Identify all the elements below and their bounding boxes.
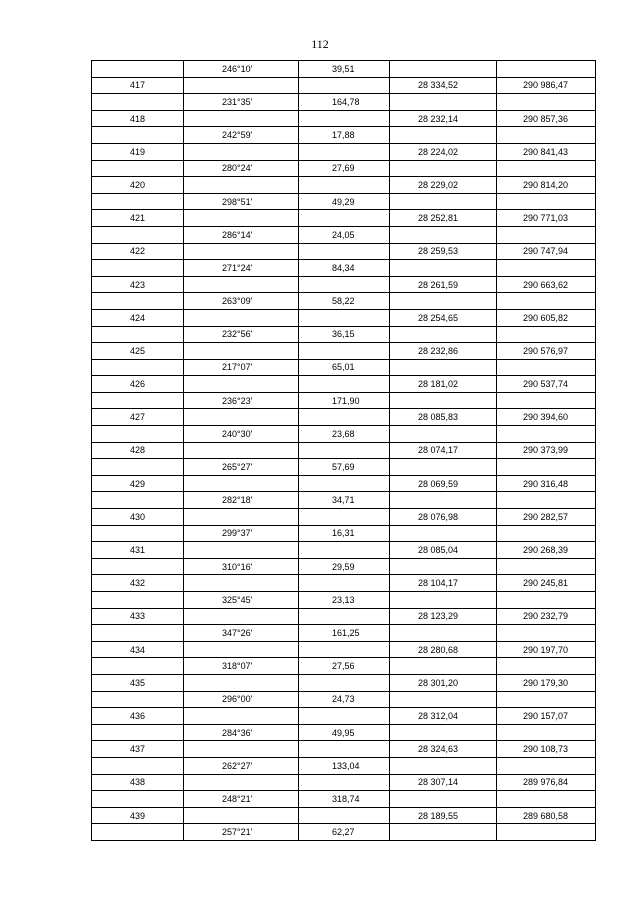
point-row xyxy=(92,774,595,791)
segment-row xyxy=(92,491,595,508)
point-id-cell: 436 xyxy=(92,708,184,724)
distance-cell: 84,34 xyxy=(299,260,390,276)
x-coordinate-cell: 28 123,29 xyxy=(390,609,497,625)
direction-angle-cell xyxy=(184,708,299,724)
direction-angle-cell: 236°23' xyxy=(184,393,299,409)
point-row xyxy=(92,276,595,293)
direction-angle-cell: 246°10' xyxy=(184,61,299,77)
y-coordinate-cell: 290 841,43 xyxy=(522,146,568,157)
segment-row xyxy=(92,392,595,409)
distance-cell: 27,69 xyxy=(299,161,390,177)
point-id-cell xyxy=(92,393,184,409)
point-id-cell xyxy=(92,260,184,276)
y-coordinate-cell xyxy=(497,327,595,343)
point-id-cell: 425 xyxy=(92,343,184,359)
segment-row xyxy=(92,126,595,143)
distance-cell xyxy=(299,642,390,658)
distance-cell: 23,13 xyxy=(299,592,390,608)
segment-row xyxy=(92,425,595,442)
y-coordinate-cell: 290 605,82 xyxy=(522,312,568,323)
direction-angle-cell xyxy=(184,111,299,127)
point-row xyxy=(92,342,595,359)
point-id-cell xyxy=(92,824,184,840)
direction-angle-cell xyxy=(184,741,299,757)
y-coordinate-cell: 289 976,84 xyxy=(522,777,568,788)
direction-angle-cell: 240°30' xyxy=(184,426,299,442)
segment-row xyxy=(92,691,595,708)
point-id-cell xyxy=(92,127,184,143)
direction-angle-cell: 325°45' xyxy=(184,592,299,608)
distance-cell: 58,22 xyxy=(299,293,390,309)
distance-cell xyxy=(299,775,390,791)
point-id-cell xyxy=(92,592,184,608)
direction-angle-cell: 257°21' xyxy=(184,824,299,840)
distance-cell: 133,04 xyxy=(299,758,390,774)
point-row xyxy=(92,442,595,459)
y-coordinate-cell xyxy=(497,824,595,840)
y-coordinate-cell xyxy=(497,293,595,309)
y-coordinate-cell: 290 771,03 xyxy=(522,213,568,224)
y-coordinate-cell xyxy=(497,161,595,177)
segment-row xyxy=(92,60,595,77)
direction-angle-cell xyxy=(184,642,299,658)
distance-cell: 57,69 xyxy=(299,459,390,475)
point-id-cell: 426 xyxy=(92,376,184,392)
distance-cell xyxy=(299,708,390,724)
x-coordinate-cell xyxy=(390,526,497,542)
distance-cell xyxy=(299,575,390,591)
distance-cell: 36,15 xyxy=(299,327,390,343)
segment-row xyxy=(92,458,595,475)
y-coordinate-cell: 290 576,97 xyxy=(522,345,568,356)
x-coordinate-cell xyxy=(390,260,497,276)
x-coordinate-cell: 28 307,14 xyxy=(390,775,497,791)
point-id-cell: 422 xyxy=(92,244,184,260)
direction-angle-cell: 299°37' xyxy=(184,526,299,542)
point-row xyxy=(92,375,595,392)
direction-angle-cell: 217°07' xyxy=(184,360,299,376)
x-coordinate-cell: 28 280,68 xyxy=(390,642,497,658)
point-id-cell xyxy=(92,194,184,210)
distance-cell xyxy=(299,409,390,425)
distance-cell: 318,74 xyxy=(299,791,390,807)
point-id-cell xyxy=(92,293,184,309)
point-id-cell: 424 xyxy=(92,310,184,326)
point-row xyxy=(92,508,595,525)
x-coordinate-cell xyxy=(390,791,497,807)
direction-angle-cell xyxy=(184,78,299,94)
direction-angle-cell xyxy=(184,675,299,691)
point-id-cell: 420 xyxy=(92,177,184,193)
direction-angle-cell: 318°07' xyxy=(184,658,299,674)
y-coordinate-cell xyxy=(497,227,595,243)
y-coordinate-cell: 290 232,79 xyxy=(522,611,568,622)
page-number: 112 xyxy=(311,37,329,51)
x-coordinate-cell: 28 252,81 xyxy=(390,210,497,226)
direction-angle-cell: 263°09' xyxy=(184,293,299,309)
direction-angle-cell: 248°21' xyxy=(184,791,299,807)
direction-angle-cell xyxy=(184,210,299,226)
segment-row xyxy=(92,525,595,542)
segment-row xyxy=(92,359,595,376)
x-coordinate-cell xyxy=(390,592,497,608)
direction-angle-cell: 296°00' xyxy=(184,692,299,708)
distance-cell xyxy=(299,542,390,558)
point-row xyxy=(92,707,595,724)
point-row xyxy=(92,209,595,226)
point-row xyxy=(92,110,595,127)
distance-cell: 39,51 xyxy=(299,61,390,77)
point-id-cell: 429 xyxy=(92,476,184,492)
distance-cell xyxy=(299,343,390,359)
point-id-cell xyxy=(92,658,184,674)
distance-cell: 27,56 xyxy=(299,658,390,674)
direction-angle-cell xyxy=(184,277,299,293)
point-id-cell: 438 xyxy=(92,775,184,791)
x-coordinate-cell xyxy=(390,426,497,442)
y-coordinate-cell xyxy=(497,492,595,508)
point-id-cell: 421 xyxy=(92,210,184,226)
y-coordinate-cell xyxy=(497,94,595,110)
distance-cell: 164,78 xyxy=(299,94,390,110)
direction-angle-cell: 298°51' xyxy=(184,194,299,210)
y-coordinate-cell: 290 245,81 xyxy=(522,578,568,589)
point-id-cell: 418 xyxy=(92,111,184,127)
point-id-cell: 419 xyxy=(92,144,184,160)
y-coordinate-cell: 290 986,47 xyxy=(522,80,568,91)
point-row xyxy=(92,674,595,691)
point-row xyxy=(92,807,595,824)
point-id-cell xyxy=(92,426,184,442)
point-id-cell xyxy=(92,161,184,177)
y-coordinate-cell: 290 179,30 xyxy=(522,677,568,688)
y-coordinate-cell: 290 316,48 xyxy=(522,478,568,489)
segment-row xyxy=(92,724,595,741)
segment-row xyxy=(92,757,595,774)
x-coordinate-cell: 28 259,53 xyxy=(390,244,497,260)
direction-angle-cell xyxy=(184,443,299,459)
x-coordinate-cell: 28 324,63 xyxy=(390,741,497,757)
point-row xyxy=(92,309,595,326)
x-coordinate-cell: 28 104,17 xyxy=(390,575,497,591)
point-row xyxy=(92,143,595,160)
point-row xyxy=(92,475,595,492)
point-id-cell: 431 xyxy=(92,542,184,558)
x-coordinate-cell: 28 069,59 xyxy=(390,476,497,492)
distance-cell: 24,73 xyxy=(299,692,390,708)
y-coordinate-cell: 290 197,70 xyxy=(522,644,568,655)
x-coordinate-cell xyxy=(390,327,497,343)
direction-angle-cell xyxy=(184,609,299,625)
direction-angle-cell: 284°36' xyxy=(184,725,299,741)
direction-angle-cell: 310°16' xyxy=(184,559,299,575)
point-row xyxy=(92,740,595,757)
distance-cell xyxy=(299,376,390,392)
y-coordinate-cell xyxy=(497,758,595,774)
point-id-cell xyxy=(92,625,184,641)
direction-angle-cell: 231°35' xyxy=(184,94,299,110)
direction-angle-cell xyxy=(184,476,299,492)
direction-angle-cell xyxy=(184,409,299,425)
x-coordinate-cell xyxy=(390,94,497,110)
x-coordinate-cell xyxy=(390,459,497,475)
y-coordinate-cell xyxy=(497,791,595,807)
x-coordinate-cell: 28 261,59 xyxy=(390,277,497,293)
x-coordinate-cell xyxy=(390,194,497,210)
x-coordinate-cell xyxy=(390,127,497,143)
distance-cell xyxy=(299,609,390,625)
x-coordinate-cell: 28 189,55 xyxy=(390,808,497,824)
point-id-cell: 432 xyxy=(92,575,184,591)
point-id-cell: 417 xyxy=(92,78,184,94)
direction-angle-cell: 347°26' xyxy=(184,625,299,641)
distance-cell xyxy=(299,443,390,459)
point-row xyxy=(92,641,595,658)
distance-cell xyxy=(299,144,390,160)
point-id-cell: 433 xyxy=(92,609,184,625)
x-coordinate-cell: 28 254,65 xyxy=(390,310,497,326)
distance-cell xyxy=(299,509,390,525)
point-id-cell: 427 xyxy=(92,409,184,425)
point-id-cell: 434 xyxy=(92,642,184,658)
point-row xyxy=(92,574,595,591)
segment-row xyxy=(92,790,595,807)
x-coordinate-cell xyxy=(390,758,497,774)
point-id-cell: 437 xyxy=(92,741,184,757)
x-coordinate-cell: 28 229,02 xyxy=(390,177,497,193)
y-coordinate-cell xyxy=(497,194,595,210)
direction-angle-cell: 286°14' xyxy=(184,227,299,243)
y-coordinate-cell xyxy=(497,360,595,376)
segment-row xyxy=(92,193,595,210)
segment-row xyxy=(92,591,595,608)
x-coordinate-cell xyxy=(390,227,497,243)
point-id-cell: 430 xyxy=(92,509,184,525)
point-row xyxy=(92,608,595,625)
direction-angle-cell: 265°27' xyxy=(184,459,299,475)
y-coordinate-cell: 290 394,60 xyxy=(522,412,568,423)
distance-cell xyxy=(299,675,390,691)
direction-angle-cell xyxy=(184,775,299,791)
distance-cell: 17,88 xyxy=(299,127,390,143)
direction-angle-cell xyxy=(184,177,299,193)
y-coordinate-cell: 290 373,99 xyxy=(522,445,568,456)
point-id-cell xyxy=(92,459,184,475)
x-coordinate-cell: 28 076,98 xyxy=(390,509,497,525)
distance-cell xyxy=(299,244,390,260)
direction-angle-cell xyxy=(184,542,299,558)
direction-angle-cell xyxy=(184,144,299,160)
y-coordinate-cell xyxy=(497,625,595,641)
segment-row xyxy=(92,823,595,840)
x-coordinate-cell xyxy=(390,725,497,741)
point-row xyxy=(92,243,595,260)
segment-row xyxy=(92,624,595,641)
y-coordinate-cell xyxy=(497,393,595,409)
segment-row xyxy=(92,93,595,110)
x-coordinate-cell xyxy=(390,559,497,575)
distance-cell: 24,05 xyxy=(299,227,390,243)
point-id-cell xyxy=(92,227,184,243)
x-coordinate-cell xyxy=(390,658,497,674)
direction-angle-cell xyxy=(184,575,299,591)
direction-angle-cell: 280°24' xyxy=(184,161,299,177)
coordinates-table xyxy=(91,60,596,841)
y-coordinate-cell: 290 157,07 xyxy=(522,710,568,721)
distance-cell xyxy=(299,808,390,824)
distance-cell: 16,31 xyxy=(299,526,390,542)
segment-row xyxy=(92,160,595,177)
segment-row xyxy=(92,226,595,243)
y-coordinate-cell xyxy=(497,725,595,741)
segment-row xyxy=(92,657,595,674)
y-coordinate-cell xyxy=(497,61,595,77)
x-coordinate-cell xyxy=(390,492,497,508)
distance-cell xyxy=(299,277,390,293)
distance-cell xyxy=(299,177,390,193)
distance-cell xyxy=(299,210,390,226)
y-coordinate-cell xyxy=(497,658,595,674)
y-coordinate-cell: 289 680,58 xyxy=(522,810,568,821)
y-coordinate-cell: 290 857,36 xyxy=(522,113,568,124)
x-coordinate-cell xyxy=(390,161,497,177)
point-id-cell: 435 xyxy=(92,675,184,691)
direction-angle-cell: 282°18' xyxy=(184,492,299,508)
x-coordinate-cell: 28 181,02 xyxy=(390,376,497,392)
y-coordinate-cell: 290 108,73 xyxy=(522,744,568,755)
point-row xyxy=(92,541,595,558)
x-coordinate-cell: 28 312,04 xyxy=(390,708,497,724)
distance-cell: 49,95 xyxy=(299,725,390,741)
point-id-cell xyxy=(92,791,184,807)
point-id-cell: 439 xyxy=(92,808,184,824)
direction-angle-cell xyxy=(184,376,299,392)
direction-angle-cell: 271°24' xyxy=(184,260,299,276)
direction-angle-cell xyxy=(184,509,299,525)
x-coordinate-cell xyxy=(390,61,497,77)
direction-angle-cell: 262°27' xyxy=(184,758,299,774)
x-coordinate-cell xyxy=(390,625,497,641)
y-coordinate-cell: 290 747,94 xyxy=(522,246,568,257)
y-coordinate-cell xyxy=(497,526,595,542)
y-coordinate-cell xyxy=(497,692,595,708)
direction-angle-cell xyxy=(184,808,299,824)
y-coordinate-cell xyxy=(497,426,595,442)
x-coordinate-cell: 28 085,83 xyxy=(390,409,497,425)
x-coordinate-cell xyxy=(390,293,497,309)
distance-cell: 49,29 xyxy=(299,194,390,210)
point-id-cell xyxy=(92,758,184,774)
y-coordinate-cell xyxy=(497,260,595,276)
segment-row xyxy=(92,259,595,276)
x-coordinate-cell xyxy=(390,824,497,840)
y-coordinate-cell xyxy=(497,127,595,143)
distance-cell: 34,71 xyxy=(299,492,390,508)
point-id-cell: 423 xyxy=(92,277,184,293)
direction-angle-cell: 242°59' xyxy=(184,127,299,143)
x-coordinate-cell: 28 232,14 xyxy=(390,111,497,127)
distance-cell: 65,01 xyxy=(299,360,390,376)
distance-cell xyxy=(299,78,390,94)
y-coordinate-cell xyxy=(497,592,595,608)
point-id-cell xyxy=(92,327,184,343)
point-id-cell: 428 xyxy=(92,443,184,459)
point-id-cell xyxy=(92,492,184,508)
point-id-cell xyxy=(92,360,184,376)
distance-cell: 62,27 xyxy=(299,824,390,840)
x-coordinate-cell: 28 232,86 xyxy=(390,343,497,359)
x-coordinate-cell xyxy=(390,360,497,376)
segment-row xyxy=(92,292,595,309)
distance-cell: 29,59 xyxy=(299,559,390,575)
y-coordinate-cell: 290 268,39 xyxy=(522,545,568,556)
x-coordinate-cell: 28 085,04 xyxy=(390,542,497,558)
point-row xyxy=(92,176,595,193)
distance-cell: 23,68 xyxy=(299,426,390,442)
direction-angle-cell xyxy=(184,310,299,326)
point-id-cell xyxy=(92,526,184,542)
x-coordinate-cell xyxy=(390,393,497,409)
distance-cell xyxy=(299,111,390,127)
segment-row xyxy=(92,558,595,575)
y-coordinate-cell: 290 537,74 xyxy=(522,379,568,390)
y-coordinate-cell: 290 814,20 xyxy=(522,179,568,190)
segment-row xyxy=(92,326,595,343)
distance-cell xyxy=(299,741,390,757)
point-id-cell xyxy=(92,94,184,110)
distance-cell xyxy=(299,310,390,326)
y-coordinate-cell xyxy=(497,559,595,575)
x-coordinate-cell: 28 074,17 xyxy=(390,443,497,459)
point-row xyxy=(92,408,595,425)
point-id-cell xyxy=(92,61,184,77)
x-coordinate-cell: 28 224,02 xyxy=(390,144,497,160)
x-coordinate-cell: 28 334,52 xyxy=(390,78,497,94)
y-coordinate-cell: 290 282,57 xyxy=(522,511,568,522)
point-id-cell xyxy=(92,559,184,575)
distance-cell xyxy=(299,476,390,492)
point-row xyxy=(92,77,595,94)
distance-cell: 171,90 xyxy=(299,393,390,409)
direction-angle-cell xyxy=(184,343,299,359)
direction-angle-cell: 232°56' xyxy=(184,327,299,343)
x-coordinate-cell: 28 301,20 xyxy=(390,675,497,691)
y-coordinate-cell: 290 663,62 xyxy=(522,279,568,290)
point-id-cell xyxy=(92,725,184,741)
direction-angle-cell xyxy=(184,244,299,260)
point-id-cell xyxy=(92,692,184,708)
x-coordinate-cell xyxy=(390,692,497,708)
y-coordinate-cell xyxy=(497,459,595,475)
distance-cell: 161,25 xyxy=(299,625,390,641)
